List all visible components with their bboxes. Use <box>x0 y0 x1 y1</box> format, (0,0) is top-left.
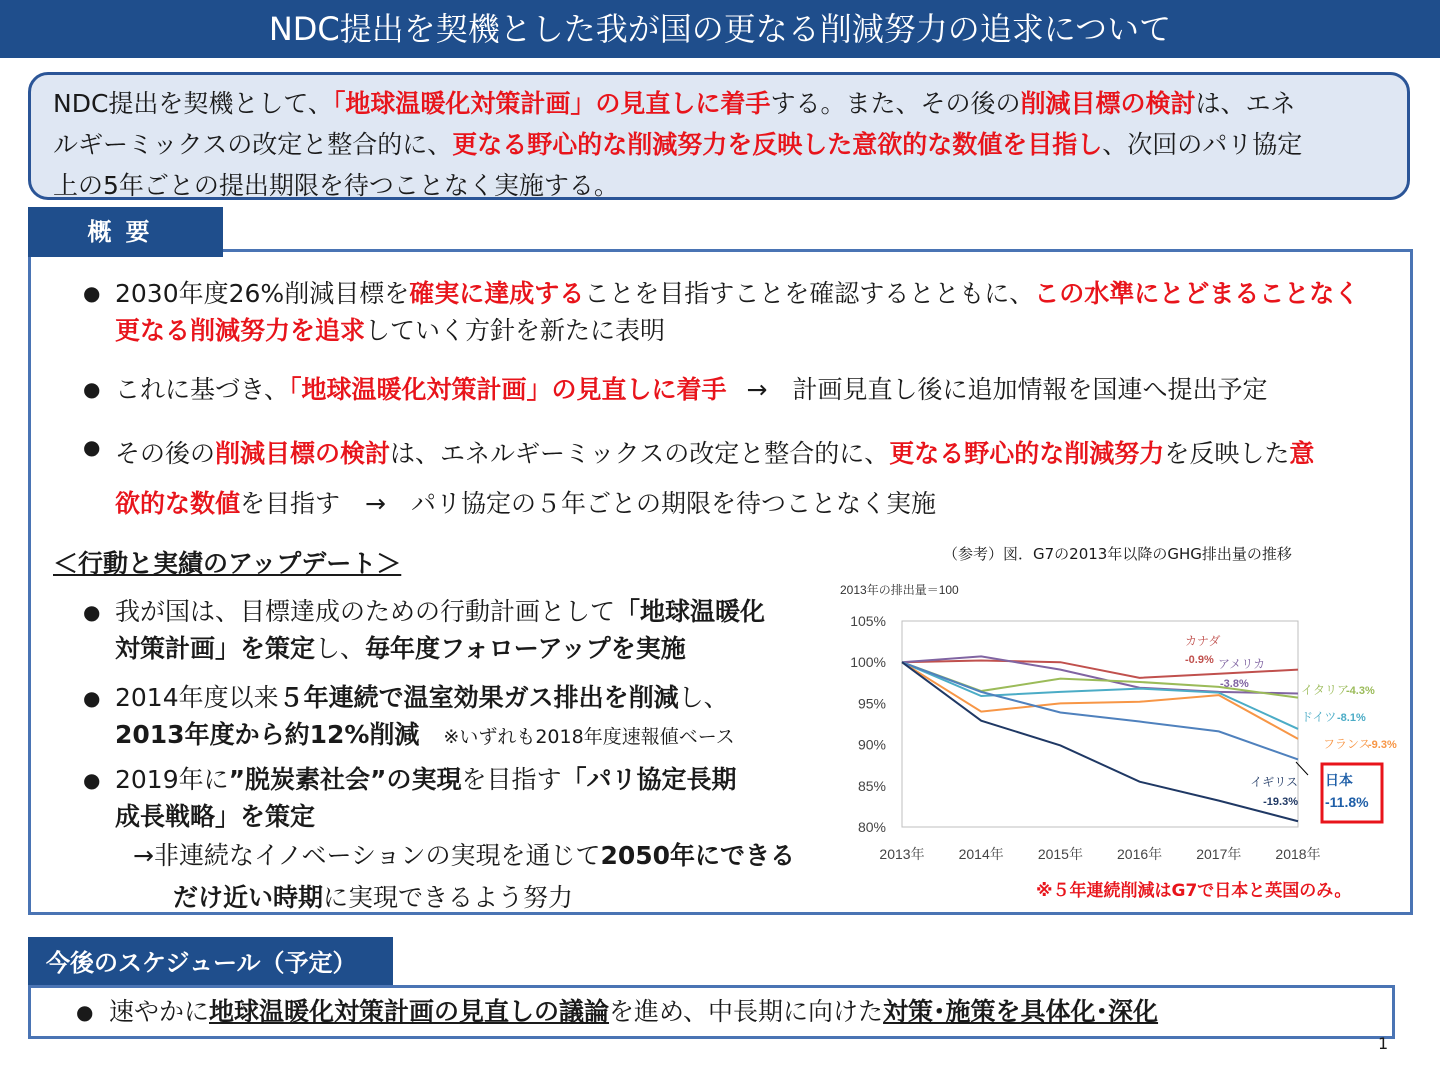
series-name-label: イタリア <box>1301 683 1350 697</box>
bullet-bold: 対策計画」を策定 <box>115 634 316 663</box>
chart-unit-note: 2013年の排出量＝100 <box>840 583 959 597</box>
x-tick-label: 2018年 <box>1275 846 1321 862</box>
intro-highlight: 削減目標の検討 <box>1020 89 1196 118</box>
bullet-dot: ● <box>83 377 101 401</box>
schedule-box <box>28 985 1395 1039</box>
bullet-text: を目指す <box>461 765 562 794</box>
series-name-label: フランス <box>1323 737 1371 751</box>
bullet-highlight: この水準にとどまることなく <box>1034 279 1360 308</box>
bullet-text: →非連続なイノベーションの実現を通じて <box>133 841 601 870</box>
bullet-text: は、エネルギーミックスの改定と整合的に、 <box>390 439 890 468</box>
bullet-text: その後の <box>115 439 216 468</box>
schedule-bold: 対策･施策を具体化･深化 <box>883 997 1159 1026</box>
y-tick-label: 90% <box>857 736 886 753</box>
x-axis <box>879 846 1320 862</box>
bullet-dot: ● <box>76 1000 94 1024</box>
bullet-bold: ”脱炭素社会”の実現 <box>228 765 462 794</box>
intro-text: NDC提出を契機として、 <box>53 89 333 118</box>
bullet-dot: ● <box>83 686 101 710</box>
series-name-label: アメリカ <box>1218 657 1266 671</box>
intro-highlight: 更なる野心的な削減努力を反映した意欲的な数値を目指し <box>452 130 1103 159</box>
bullet-text: 2019年に <box>115 765 229 794</box>
x-tick-label: 2015年 <box>1037 846 1083 862</box>
y-tick-label: 95% <box>857 695 886 712</box>
series-name-label: カナダ <box>1185 634 1221 648</box>
bullet-text: これに基づき、 <box>115 375 290 404</box>
intro-text: する。また、その後の <box>770 89 1021 118</box>
intro-text: 、次回のパリ協定 <box>1102 130 1303 159</box>
x-tick-label: 2013年 <box>879 846 925 862</box>
bullet-text: していく方針を新たに表明 <box>365 316 666 345</box>
schedule-text: を進め、中長期に向けた <box>609 997 884 1026</box>
page-title: NDC提出を契機とした我が国の更なる削減努力の追求について <box>0 0 1440 58</box>
schedule-tab: 今後のスケジュール（予定） <box>28 937 393 989</box>
series-value-label: -3.8% <box>1220 678 1249 690</box>
bullet-text: し、 <box>678 683 729 712</box>
intro-text: ルギーミックスの改定と整合的に、 <box>53 130 453 159</box>
bullet-highlight: 確実に達成する <box>409 279 585 308</box>
bullet-dot: ● <box>83 600 101 624</box>
bullet-text: に実現できるよう努力 <box>323 883 574 912</box>
action-sub-note <box>133 835 795 919</box>
bullet-bold: だけ近い時期 <box>173 883 324 912</box>
bullet-highlight: 削減目標の検討 <box>215 439 391 468</box>
bullet-bold: 毎年度フォローアップを実施 <box>365 634 686 663</box>
y-tick-label: 105% <box>850 613 886 629</box>
series-name-label: イギリス <box>1250 775 1298 789</box>
overview-tab: 概要 <box>28 207 223 257</box>
intro-text: は、エネ <box>1195 89 1296 118</box>
bullet-highlight: 意 <box>1289 439 1315 468</box>
bullet-text: を目指す → パリ協定の５年ごとの期限を待つことなく実施 <box>240 489 936 518</box>
y-tick-label: 85% <box>857 777 886 794</box>
bullet-bold: ５年連続で温室効果ガス排出を削減 <box>278 683 679 712</box>
chart-footnote: ※５年連続削減はG7で日本と英国のみ。 <box>1036 881 1352 901</box>
ghg-emissions-chart <box>828 575 1416 870</box>
series-line <box>902 662 1298 759</box>
bullet-bold: 「パリ協定長期 <box>561 765 737 794</box>
bullet-bold: 2050年にできる <box>600 841 796 870</box>
bullet-text: 我が国は、目標達成のための行動計画として <box>115 597 616 626</box>
series-value-label: -11.8% <box>1325 794 1369 810</box>
bullet-dot: ● <box>83 768 101 792</box>
bullet-note: ※いずれも2018年度速報値ベース <box>443 726 735 748</box>
series-name-label: ドイツ <box>1301 710 1337 724</box>
bullet-dot: ● <box>83 435 101 459</box>
series-value-label: -8.1% <box>1337 712 1366 724</box>
bullet-text: 2014年度以来 <box>115 683 279 712</box>
bullet-bold: 2013年度から約12%削減 <box>115 720 420 749</box>
y-axis <box>850 613 886 835</box>
series-name-label: 日本 <box>1325 772 1353 788</box>
plot-area <box>902 621 1298 827</box>
series-value-label: -4.3% <box>1346 685 1375 697</box>
bullet-bold: 「地球温暖化 <box>615 597 766 626</box>
bullet-highlight: 更なる野心的な削減努力 <box>889 439 1165 468</box>
schedule-text: 速やかに <box>109 997 210 1026</box>
bullet-text: を反映した <box>1164 439 1290 468</box>
bullet-bold: 成長戦略」を策定 <box>115 802 316 831</box>
bullet-text: し、 <box>315 634 366 663</box>
chart-title: （参考）図．G7の2013年以降のGHG排出量の推移 <box>943 545 1292 563</box>
intro-text: 上の5年ごとの提出期限を待つことなく実施する。 <box>53 171 619 200</box>
schedule-bold: 地球温暖化対策計画の見直しの議論 <box>209 997 610 1026</box>
y-tick-label: 80% <box>857 819 886 835</box>
series-value-label: -9.3% <box>1368 739 1397 751</box>
bullet-dot: ● <box>83 281 101 305</box>
bullet-highlight: 更なる削減努力を追求 <box>115 316 366 345</box>
x-tick-label: 2017年 <box>1196 846 1242 862</box>
x-tick-label: 2016年 <box>1117 846 1163 862</box>
intro-highlight: 「地球温暖化対策計画」の見直しに着手 <box>332 89 771 118</box>
series-labels <box>1185 634 1397 810</box>
actions-heading: ＜行動と実績のアップデート＞ <box>53 549 402 578</box>
bullet-text: 2030年度26%削減目標を <box>115 279 410 308</box>
series-value-label: -19.3% <box>1263 796 1298 808</box>
page-number: 1 <box>1378 1034 1389 1053</box>
bullet-highlight: 「地球温暖化対策計画」の見直しに着手 <box>289 375 727 404</box>
series-value-label: -0.9% <box>1185 654 1214 666</box>
y-tick-label: 100% <box>850 654 886 671</box>
bullet-text: ことを目指すことを確認するとともに、 <box>584 279 1035 308</box>
intro-summary-box <box>28 72 1410 200</box>
bullet-text: → 計画見直し後に追加情報を国連へ提出予定 <box>746 375 1268 404</box>
bullet-highlight: 欲的な数値 <box>115 489 241 518</box>
x-tick-label: 2014年 <box>958 846 1004 862</box>
